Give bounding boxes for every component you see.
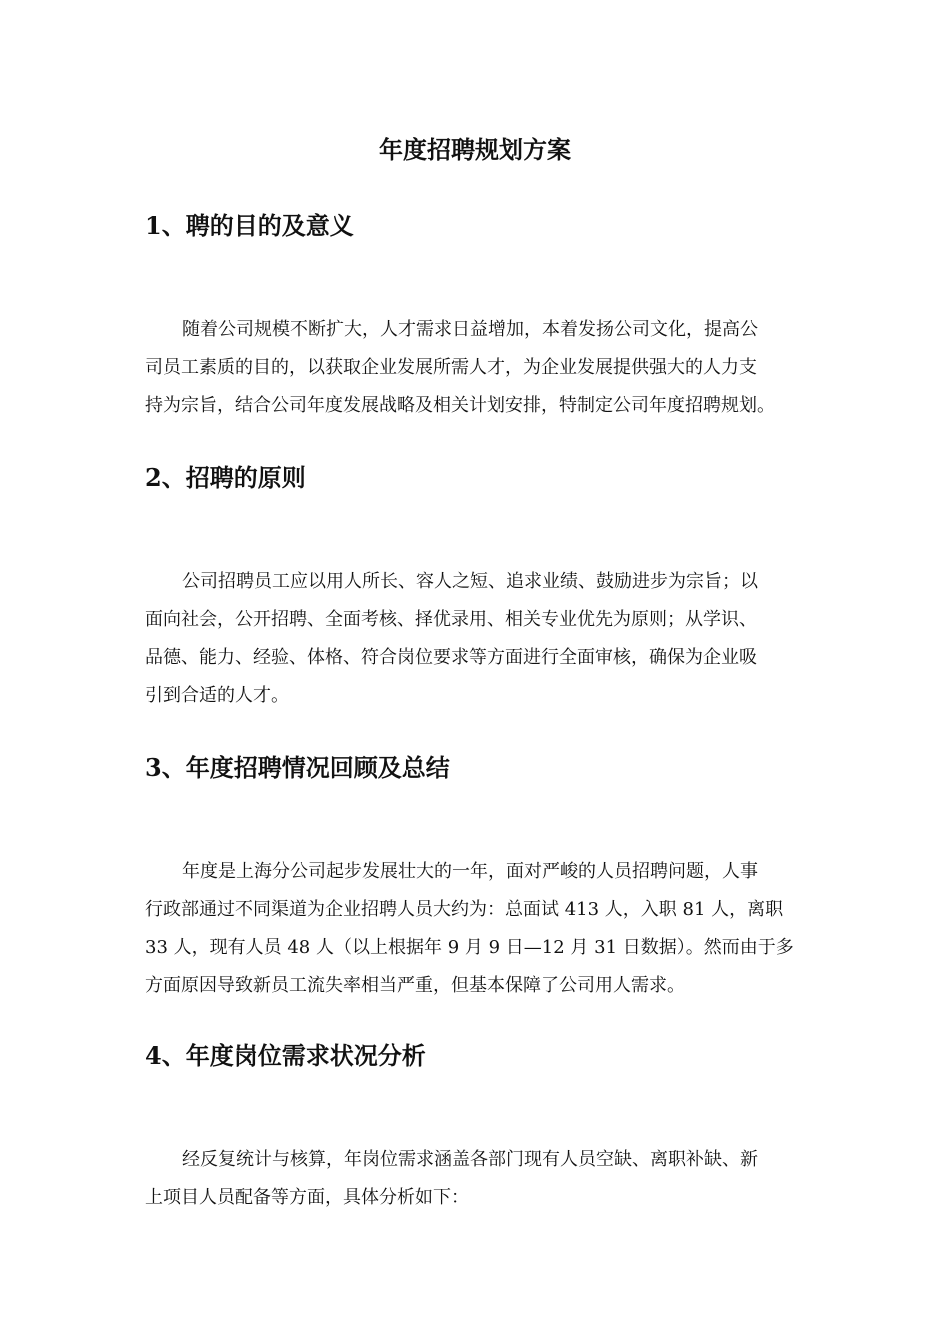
section-paragraph-review xyxy=(145,853,807,1005)
section-heading-review: 3、年度招聘情况回顾及总结 xyxy=(145,753,450,782)
paragraph-line: 公司招聘员工应以用人所长、容人之短、追求业绩、鼓励进步为宗旨；以 xyxy=(182,571,758,592)
section-heading-principles: 2、招聘的原则 xyxy=(145,463,306,492)
section-paragraph-principles xyxy=(145,563,807,715)
paragraph-line: 方面原因导致新员工流失率相当严重，但基本保障了公司用人需求。 xyxy=(145,975,685,996)
section-paragraph-purpose xyxy=(145,311,807,425)
paragraph-line: 33 人，现有人员 48 人（以上根据年 9 月 9 日—12 月 31 日数据）。然而由于多 xyxy=(145,937,794,958)
paragraph-line: 面向社会，公开招聘、全面考核、择优录用、相关专业优先为原则；从学识、 xyxy=(145,609,757,630)
paragraph-line: 引到合适的人才。 xyxy=(145,685,289,706)
paragraph-line: 年度是上海分公司起步发展壮大的一年，面对严峻的人员招聘问题，人事 xyxy=(182,861,758,882)
paragraph-line: 随着公司规模不断扩大，人才需求日益增加，本着发扬公司文化，提高公 xyxy=(182,319,758,340)
paragraph-line: 经反复统计与核算，年岗位需求涵盖各部门现有人员空缺、离职补缺、新 xyxy=(182,1149,758,1170)
paragraph-line: 品德、能力、经验、体格、符合岗位要求等方面进行全面审核，确保为企业吸 xyxy=(145,647,757,668)
document-title: 年度招聘规划方案 xyxy=(379,135,571,164)
section-paragraph-demand-analysis xyxy=(145,1141,807,1217)
paragraph-line: 行政部通过不同渠道为企业招聘人员大约为：总面试 413 人，入职 81 人，离职 xyxy=(145,899,784,920)
section-heading-demand-analysis: 4、年度岗位需求状况分析 xyxy=(145,1041,426,1070)
section-heading-purpose: 1、聘的目的及意义 xyxy=(145,211,354,240)
paragraph-line: 持为宗旨，结合公司年度发展战略及相关计划安排，特制定公司年度招聘规划。 xyxy=(145,395,775,416)
paragraph-line: 上项目人员配备等方面，具体分析如下： xyxy=(145,1187,469,1208)
paragraph-line: 司员工素质的目的，以获取企业发展所需人才，为企业发展提供强大的人力支 xyxy=(145,357,757,378)
